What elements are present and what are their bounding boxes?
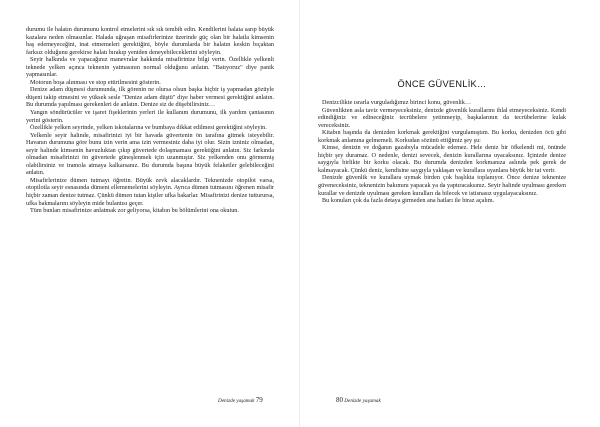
body-paragraph: Motorun boşa alınması ve stop ettirilmesini gösterin. <box>30 78 161 86</box>
body-paragraph: Denize adam düşmesi durumunda, ilk görenin ne olursa olsun başka hiçbir iş yapmadan gözüyle düşeni takip etmesini ve yüksek sesle "Denize adam düştü" diye haber vermesi gerektiğini anlatın. Bu durumda yapılması gerekenleri de anlatın. Denize siz de düşebilirsiniz… <box>26 86 274 109</box>
footer-label: Denizde yaşamak <box>344 398 381 404</box>
section-heading: ÖNCE GÜVENLİK… <box>397 79 487 89</box>
body-paragraph: Denizde güvenlik ve kurallara uymak birden çok başlıkta toplanıyor. Önce denize teknenize güveneceksiniz, teknenizin bakımını yapacak ya da yaptıracaksınız. Seyir halinde uyulması gereken kurallar ve denizde uyulması gereken kuralları da bilecek ve istisnasız uygulayacaksınız. <box>318 174 566 197</box>
page-gutter <box>299 0 300 427</box>
body-paragraph: Yangın söndürücüler ve işaret fişeklerinin yerleri ile kullanım durumunu, ilk yardım çantasının yerini gösterin. <box>26 109 274 124</box>
body-paragraph: Kimse, denizin ve doğanın gazabıyla mücadele edemez. Hele deniz bir öfkelendi mi, önünde hiçbir şey duramaz. O nedenle, denizi sevecek, denizin kurallarına uyacaksınız. İçinizde denize saygıyla birlikte bir korku olacak. Bu durumda denizden korkmanıza aslında pek gerek de kalmayacak. Çünkü deniz, kendisine saygıyla yaklaşan ve kurallara uyanlara büyük bir tat verir. <box>318 144 566 174</box>
left-page-footer <box>218 396 263 404</box>
left-page-body <box>26 26 274 215</box>
body-paragraph: Kitabın başında da denizden korkmak gerektiğini vurgulamıştım. Bu korku, denizden öcü gibi korkmak anlamına gelmemeli. Korkudan sözünü ettiğimiz şey şu: <box>318 129 566 144</box>
page-number: 79 <box>255 396 263 404</box>
body-paragraph: Tüm bunları misafirinize anlatmak zor geliyorsa, kitabın bu bölümlerini ona okutun. <box>30 207 239 215</box>
right-page-body <box>318 99 566 205</box>
body-paragraph: Denizcilikte ısrarla vurguladığımız birinci konu, güvenlik… <box>322 99 472 106</box>
right-page <box>300 0 600 427</box>
body-paragraph: Bu konuları çok da fazla detaya girmeden ana hatları ile biraz açalım. <box>322 197 495 205</box>
body-paragraph: Güvenlikten asla taviz vermeyeceksiniz, denizde güvenlik kurallarını ihlal etmeyeceksiniz. Kendi edindiğiniz ve edineceğiniz tecrübelere yetinmeyip, başkalarının da tecrübelerine kulak vereceksiniz. <box>318 106 566 129</box>
footer-label: Denizde yaşamak <box>218 398 255 404</box>
body-paragraph: Seyir halkında ve yapacağınız manevralar hakkında misafirinize bilgi verin. Özellikle yelkenli teknede yelken açınca teknenin yatmasının normal olduğunu anlatın. "Batıyoruz" diye panik yapmasınlar. <box>26 56 274 79</box>
body-paragraph: Yelkenle seyir halinde, misafirinizi iyi bir havada güvertenin ön tarafına gitmek isteyebilir. Havanın durumuna göre bunu izin verin ama izin vermesiniz daha iyi olur. Sizin izniniz olmadan, seyir halinde kimsenin havuzluktan çıkıp güvertede dolaşmaması gerektiğini anlatın. Siz farkında olmadan misafirinizi ön güvertede güneşlenmek için uzanmıştır. Siz yelkenden onu görmemiş olabilirsiniz ve tramola atmaya kalkarsanız. Bu durumda başına büyük felaketler gelebileceğini anlatın. <box>26 131 274 177</box>
page-number: 80 <box>336 396 343 404</box>
body-paragraph: durumu ile halatın durumunu kontrol etmelerini sık sık tembih edin. Kendilerini halata sarıp büyük kazalara neden olmasınlar. Halada uğraşan misafirlerinize üzerinde güç olan bir halatla kimsenin baş edemeyeceğini, inat etmemeleri gerektiğini, böyle durumlarda bir halatın keskin bıçaktan farksız olduğunu gerekirse halatı bırakıp yeniden deneyebileceklerini söyleyin. <box>26 26 274 56</box>
body-paragraph: Özellikle yelken seyrinde, yelken iskotalarına ve bumbaya dikkat edilmesi gerektiğini söyleyin. <box>30 124 267 132</box>
right-page-footer <box>336 396 381 404</box>
body-paragraph: Misafirlerinize dümen tutmayı öğretin. Büyük zevk alacaklardır. Teknenizde otopilot varsa, otopilotla seyir esnasında dümeni ellememelerini söyleyin. Ayrıca dümen tutmasını öğrenen misafir hiçbir zaman denize tutmaz. Çünkü dümen tutan kişiler ufka bakarlar. Misafirinizi denize tutturursa, ufka bakmalarını söyleyin mide bulantısı geçer. <box>26 176 274 207</box>
